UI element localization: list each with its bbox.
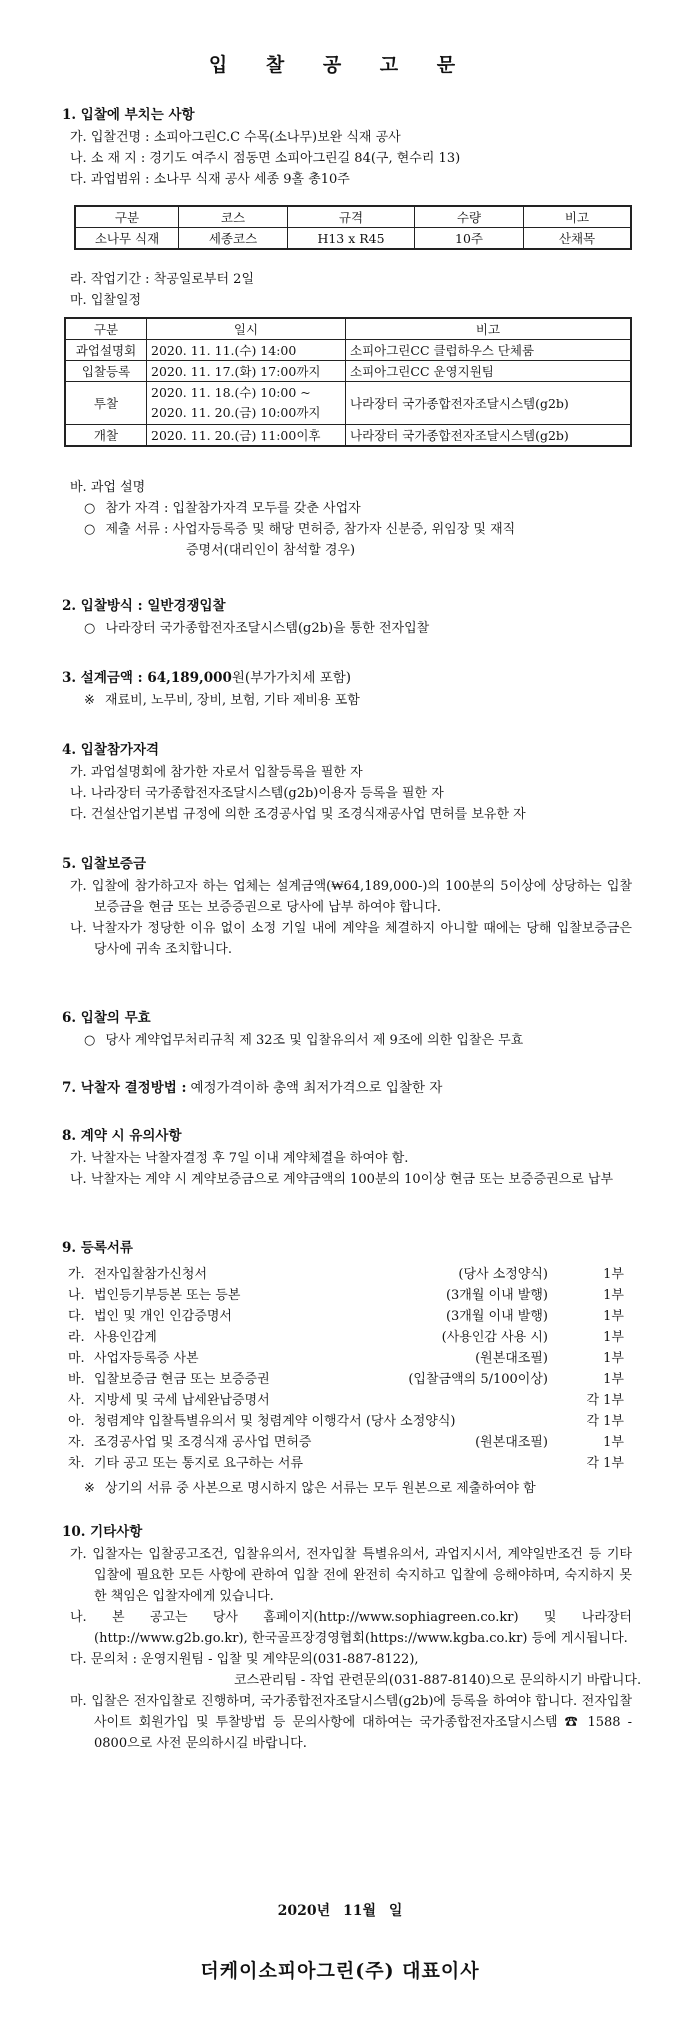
list-item xyxy=(62,1369,632,1390)
s1-item-ma: 마. 입찰일정 xyxy=(70,293,142,308)
bullet-circle: ○ xyxy=(84,501,96,516)
bullet-text: 당사 계약업무처리규칙 제 32조 및 입찰유의서 제 9조에 의한 입찰은 무효 xyxy=(105,1033,524,1048)
table-cell: 2020. 11. 20.(금) 11:00이후 xyxy=(147,425,346,447)
documents-list xyxy=(62,1264,632,1474)
doc-quantity: 1부 xyxy=(603,1309,624,1324)
section-7 xyxy=(62,1076,632,1100)
table-row xyxy=(65,361,631,382)
bullet-circle: ○ xyxy=(84,621,96,636)
table-row xyxy=(65,382,631,425)
s1-item-ra: 라. 작업기간 : 착공일로부터 2일 xyxy=(70,272,255,287)
doc-marker: 가. xyxy=(68,1267,85,1282)
doc-quantity: 1부 xyxy=(603,1435,624,1450)
section-2-heading: 2. 입찰방식 : 일반경쟁입찰 xyxy=(62,598,226,614)
table-header-cell: 구분 xyxy=(75,206,179,228)
s8-item-ga: 가. 낙찰자는 낙찰자결정 후 7일 이내 계약체결을 하여야 함. xyxy=(70,1151,409,1166)
s4-item-na: 나. 나라장터 국가종합전자조달시스템(g2b)이용자 등록을 필한 자 xyxy=(70,786,444,801)
s4-item-ga: 가. 과업설명회에 참가한 자로서 입찰등록을 필한 자 xyxy=(70,765,363,780)
s5-item-ga: 가. 입찰에 참가하고자 하는 업체는 설계금액(₩64,189,000-)의 100분의 5이상에 상당하는 입찰보증금을 현금 또는 보증증권으로 당사에 납부 하여야 합니다. xyxy=(70,879,632,915)
doc-condition: (3개월 이내 발행) xyxy=(445,1288,548,1303)
doc-quantity: 1부 xyxy=(603,1330,624,1345)
section-5 xyxy=(62,852,632,960)
table-header-cell: 구분 xyxy=(65,318,147,340)
section-1-cont xyxy=(62,269,632,311)
doc-condition: (당사 소정양식) xyxy=(458,1267,548,1282)
doc-quantity: 각 1부 xyxy=(586,1456,624,1471)
page-title: 입 찰 공 고 문 xyxy=(208,54,472,76)
doc-name: 법인 및 개인 인감증명서 xyxy=(94,1309,232,1324)
doc-quantity: 1부 xyxy=(603,1288,624,1303)
table-cell: 개찰 xyxy=(65,425,147,447)
doc-quantity: 각 1부 xyxy=(586,1393,624,1408)
table-cell: 산채목 xyxy=(524,228,632,250)
note-text: 재료비, 노무비, 장비, 보험, 기타 제비용 포함 xyxy=(105,693,360,708)
s9-note xyxy=(84,1478,632,1499)
section-10-heading: 10. 기타사항 xyxy=(62,1524,143,1540)
s10-item-da: 다. 문의처 : 운영지원팀 - 입찰 및 계약문의(031-887-8122), xyxy=(70,1652,419,1667)
doc-name: 입찰보증금 현금 또는 보증증권 xyxy=(94,1372,270,1387)
table-cell: H13 x R45 xyxy=(288,228,415,250)
section-5-heading: 5. 입찰보증금 xyxy=(62,856,146,872)
s10-item-ga: 가. 입찰자는 입찰공고조건, 입찰유의서, 전자입찰 특별유의서, 과업지시서, 계약일반조건 등 기타 입찰에 필요한 모든 사항에 관하여 입찰 전에 완전히 숙지하고 입찰에 응해야하며, 숙지하지 못한 책임은 입찰자에게 있습니다. xyxy=(70,1547,632,1604)
section-6-heading: 6. 입찰의 무효 xyxy=(62,1010,151,1026)
note-text: 상기의 서류 중 사본으로 명시하지 않은 서류는 모두 원본으로 제출하여야 함 xyxy=(105,1481,536,1496)
table-header-cell: 일시 xyxy=(147,318,346,340)
table-cell: 투찰 xyxy=(65,382,147,425)
s1-item-da: 다. 과업범위 : 소나무 식재 공사 세종 9홀 총10주 xyxy=(70,172,350,187)
section-8 xyxy=(62,1124,632,1190)
section-3 xyxy=(62,666,632,711)
s2-bullet-1 xyxy=(84,618,632,639)
bullet-text: 나라장터 국가종합전자조달시스템(g2b)을 통한 전자입찰 xyxy=(105,621,430,636)
table-header-cell: 비고 xyxy=(524,206,632,228)
doc-marker: 마. xyxy=(68,1351,85,1366)
doc-marker: 라. xyxy=(68,1330,85,1345)
doc-marker: 차. xyxy=(68,1456,85,1471)
doc-marker: 나. xyxy=(68,1288,85,1303)
doc-marker: 다. xyxy=(68,1309,85,1324)
section-7-heading-rest: 예정가격이하 총액 최저가격으로 입찰한 자 xyxy=(190,1080,443,1096)
s3-note xyxy=(84,690,632,711)
section-1-desc xyxy=(62,477,632,561)
list-item xyxy=(62,1285,632,1306)
list-item xyxy=(62,1411,632,1432)
schedule-table-header xyxy=(65,318,631,340)
list-item xyxy=(62,1306,632,1327)
doc-condition: (원본대조필) xyxy=(475,1435,548,1450)
bullet-circle: ○ xyxy=(84,522,96,537)
table-cell: 나라장터 국가종합전자조달시스템(g2b) xyxy=(346,425,632,447)
section-9-heading: 9. 등록서류 xyxy=(62,1240,133,1256)
s8-item-na: 나. 낙찰자는 계약 시 계약보증금으로 계약금액의 100분의 10이상 현금 또는 보증증권으로 납부 xyxy=(70,1172,614,1187)
section-8-heading: 8. 계약 시 유의사항 xyxy=(62,1128,182,1144)
doc-condition: (사용인감 사용 시) xyxy=(441,1330,548,1345)
issue-date: 2020년 11월 일 xyxy=(277,1903,403,1919)
table-row xyxy=(65,340,631,361)
s1-bullet-2 xyxy=(84,519,632,540)
table-cell: 과업설명회 xyxy=(65,340,147,361)
list-item xyxy=(62,1390,632,1411)
section-3-heading-bold: 3. 설계금액 : 64,189,000 xyxy=(62,670,232,686)
table-cell: 입찰등록 xyxy=(65,361,147,382)
doc-marker: 자. xyxy=(68,1435,85,1450)
section-6 xyxy=(62,1006,632,1051)
bullet-text: 참가 자격 : 입찰참가자격 모두를 갖춘 사업자 xyxy=(105,501,361,516)
list-item xyxy=(62,1348,632,1369)
section-7-heading xyxy=(62,1076,632,1096)
section-3-heading-rest: 원(부가가치세 포함) xyxy=(231,670,352,686)
doc-marker: 아. xyxy=(68,1414,85,1429)
section-9 xyxy=(62,1236,632,1499)
table-cell: 나라장터 국가종합전자조달시스템(g2b) xyxy=(346,382,632,425)
doc-name: 청렴계약 입찰특별유의서 및 청렴계약 이행각서 (당사 소정양식) xyxy=(94,1414,456,1429)
table-cell: 10주 xyxy=(415,228,524,250)
section-1-heading: 1. 입찰에 부치는 사항 xyxy=(62,107,195,123)
bid-start: 2020. 11. 18.(수) 10:00 ~ xyxy=(151,385,311,400)
doc-name: 지방세 및 국세 납세완납증명서 xyxy=(94,1393,270,1408)
doc-quantity: 1부 xyxy=(603,1372,624,1387)
s1-item-ga: 가. 입찰건명 : 소피아그린C.C 수목(소나무)보완 식재 공사 xyxy=(70,130,401,145)
signature: 더케이소피아그린(주) 대표이사 xyxy=(200,1960,480,1982)
doc-name: 사용인감계 xyxy=(94,1330,157,1345)
table-cell: 2020. 11. 11.(수) 14:00 xyxy=(147,340,346,361)
list-item xyxy=(62,1453,632,1474)
s10-item-da-cont: 코스관리팀 - 작업 관련문의(031-887-8140)으로 문의하시기 바랍니다. xyxy=(234,1673,642,1688)
section-2 xyxy=(62,594,632,639)
scope-table-header xyxy=(75,206,631,228)
doc-quantity: 1부 xyxy=(603,1351,624,1366)
table-header-cell: 코스 xyxy=(179,206,288,228)
list-item xyxy=(62,1327,632,1348)
table-cell: 2020. 11. 17.(화) 17:00까지 xyxy=(147,361,346,382)
table-cell: 소나무 식재 xyxy=(75,228,179,250)
list-item xyxy=(62,1432,632,1453)
list-item xyxy=(62,1264,632,1285)
section-10 xyxy=(62,1520,642,1754)
table-cell xyxy=(147,382,346,425)
s1-item-na: 나. 소 재 지 : 경기도 여주시 점동면 소피아그린길 84(구, 현수리 13) xyxy=(70,151,461,166)
doc-quantity: 각 1부 xyxy=(586,1414,624,1429)
doc-condition: (원본대조필) xyxy=(475,1351,548,1366)
table-row xyxy=(75,228,631,250)
s1-bullet-1 xyxy=(84,498,632,519)
section-7-heading-bold: 7. 낙찰자 결정방법 : xyxy=(62,1080,187,1096)
table-row xyxy=(65,425,631,447)
section-4 xyxy=(62,738,632,825)
s10-item-na: 나. 본 공고는 당사 홈페이지(http://www.sophiagreen.co.kr) 및 나라장터(http://www.g2b.go.kr), 한국골프장경영협회(https://www.kgba.co.kr) 등에 게시됩니다. xyxy=(70,1610,632,1646)
s10-item-ma: 마. 입찰은 전자입찰로 진행하며, 국가종합전자조달시스템(g2b)에 등록을 하여야 합니다. 전자입찰사이트 회원가입 및 투찰방법 등 문의사항에 대하여는 국가종합전자조달시스템 ☎ 1588 - 0800으로 사전 문의하시길 바랍니다. xyxy=(70,1694,632,1751)
s4-item-da: 다. 건설산업기본법 규정에 의한 조경공사업 및 조경식재공사업 면허를 보유한 자 xyxy=(70,807,526,822)
bullet-circle: ○ xyxy=(84,1033,96,1048)
doc-marker: 사. xyxy=(68,1393,85,1408)
doc-name: 기타 공고 또는 통지로 요구하는 서류 xyxy=(94,1456,304,1471)
s1-item-ba: 바. 과업 설명 xyxy=(70,480,146,495)
section-4-heading: 4. 입찰참가자격 xyxy=(62,742,160,758)
schedule-table xyxy=(64,317,632,447)
bid-end: 2020. 11. 20.(금) 10:00까지 xyxy=(151,405,321,420)
doc-condition: (3개월 이내 발행) xyxy=(445,1309,548,1324)
table-header-cell: 비고 xyxy=(346,318,632,340)
section-1 xyxy=(62,103,632,190)
table-cell: 소피아그린CC 운영지원팀 xyxy=(346,361,632,382)
scope-table xyxy=(74,205,632,250)
table-cell: 세종코스 xyxy=(179,228,288,250)
doc-quantity: 1부 xyxy=(603,1267,624,1282)
table-header-cell: 규격 xyxy=(288,206,415,228)
section-3-heading xyxy=(62,666,632,686)
s5-item-na: 나. 낙찰자가 정당한 이유 없이 소정 기일 내에 계약을 체결하지 아니할 때에는 당해 입찰보증금은 당사에 귀속 조치합니다. xyxy=(70,921,632,957)
s6-bullet-1 xyxy=(84,1030,632,1051)
doc-name: 조경공사업 및 조경식재 공사업 면허증 xyxy=(94,1435,312,1450)
doc-name: 사업자등록증 사본 xyxy=(94,1351,199,1366)
table-cell: 소피아그린CC 클럽하우스 단체룸 xyxy=(346,340,632,361)
bullet-text: 제출 서류 : 사업자등록증 및 해당 면허증, 참가자 신분증, 위임장 및 재직 xyxy=(105,522,516,537)
doc-name: 법인등기부등본 또는 등본 xyxy=(94,1288,241,1303)
doc-marker: 바. xyxy=(68,1372,85,1387)
table-header-cell: 수량 xyxy=(415,206,524,228)
note-mark: ※ xyxy=(84,1481,95,1496)
doc-name: 전자입찰참가신청서 xyxy=(94,1267,208,1282)
doc-condition: (입찰금액의 5/100이상) xyxy=(408,1372,548,1387)
s1-bullet-2-cont: 증명서(대리인이 참석할 경우) xyxy=(186,543,356,558)
note-mark: ※ xyxy=(84,693,95,708)
